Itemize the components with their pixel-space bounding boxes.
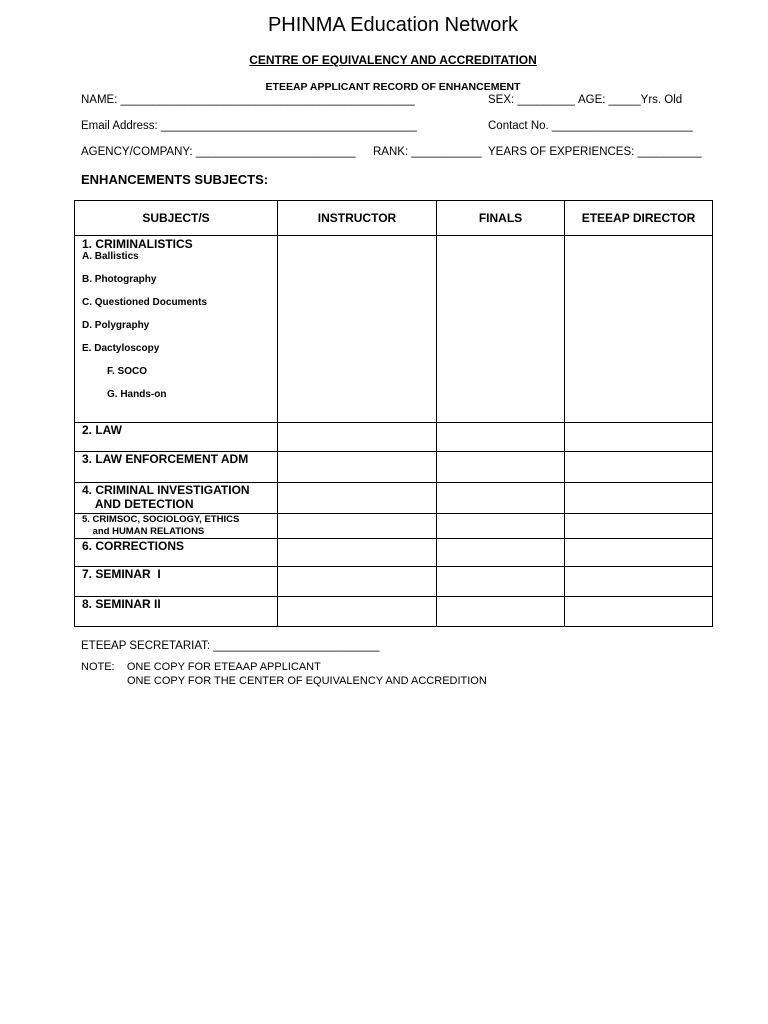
finals-cell[interactable] <box>437 483 565 514</box>
table-row <box>75 514 713 539</box>
director-cell[interactable] <box>565 567 713 597</box>
table-row <box>75 452 713 483</box>
subject-seminar-2: 8. SEMINAR II <box>82 597 161 611</box>
note-line-2: ONE COPY FOR THE CENTER OF EQUIVALENCY AND ACCREDITION <box>127 675 487 687</box>
table-row <box>75 483 713 514</box>
subject-cell-seminar-2 <box>75 597 278 627</box>
subject-criminal-investigation: 4. CRIMINAL INVESTIGATION <box>82 483 250 497</box>
list-item: D. Polygraphy <box>82 320 150 331</box>
instructor-cell[interactable] <box>278 514 437 539</box>
finals-cell[interactable] <box>437 539 565 567</box>
finals-cell[interactable] <box>437 597 565 627</box>
director-cell[interactable] <box>565 236 713 423</box>
table-header-row <box>75 201 713 236</box>
subject-crimsoc-line2: and HUMAN RELATIONS <box>82 526 205 537</box>
table-row <box>75 567 713 597</box>
list-item: E. Dactyloscopy <box>82 343 160 354</box>
header-instructor: INSTRUCTOR <box>278 201 437 236</box>
subjects-table <box>74 200 713 627</box>
rank-field[interactable]: RANK: ___________ <box>373 146 482 158</box>
agency-field[interactable]: AGENCY/COMPANY: _________________________ <box>81 146 356 158</box>
note-line-1: NOTE: ONE COPY FOR ETEAAP APPLICANT <box>81 661 321 673</box>
enhancements-heading: ENHANCEMENTS SUBJECTS: <box>81 172 269 187</box>
director-cell[interactable] <box>565 483 713 514</box>
instructor-cell[interactable] <box>278 483 437 514</box>
subject-law: 2. LAW <box>82 423 123 437</box>
header-finals: FINALS <box>437 201 565 236</box>
subject-cell-criminalistics <box>75 236 278 423</box>
instructor-cell[interactable] <box>278 539 437 567</box>
subject-criminal-investigation-line2: AND DETECTION <box>82 497 194 511</box>
list-item: G. Hands-on <box>107 389 167 400</box>
document-title: PHINMA Education Network <box>267 14 519 36</box>
finals-cell[interactable] <box>437 567 565 597</box>
contact-field[interactable]: Contact No. ______________________ <box>488 120 693 132</box>
director-cell[interactable] <box>565 597 713 627</box>
name-field[interactable]: NAME: ______________________________________________ <box>81 94 415 106</box>
instructor-cell[interactable] <box>278 452 437 483</box>
director-cell[interactable] <box>565 452 713 483</box>
table-row <box>75 236 713 423</box>
age-field[interactable]: AGE: _____Yrs. Old <box>578 94 683 106</box>
table-row <box>75 597 713 627</box>
table-row <box>75 539 713 567</box>
director-cell[interactable] <box>565 423 713 452</box>
subject-cell-law-enforcement <box>75 452 278 483</box>
subject-cell-law <box>75 423 278 452</box>
secretariat-field[interactable]: ETEEAP SECRETARIAT: __________________________ <box>81 640 380 652</box>
finals-cell[interactable] <box>437 236 565 423</box>
director-cell[interactable] <box>565 539 713 567</box>
finals-cell[interactable] <box>437 423 565 452</box>
instructor-cell[interactable] <box>278 567 437 597</box>
subject-cell-criminal-investigation <box>75 483 278 514</box>
subject-cell-crimsoc <box>75 514 278 539</box>
instructor-cell[interactable] <box>278 423 437 452</box>
list-item: A. Ballistics <box>82 251 139 262</box>
subject-cell-seminar-1 <box>75 567 278 597</box>
subject-law-enforcement: 3. LAW ENFORCEMENT ADM <box>82 452 249 466</box>
subject-crimsoc: 5. CRIMSOC, SOCIOLOGY, ETHICS <box>82 514 240 525</box>
list-item: B. Photography <box>82 274 157 285</box>
finals-cell[interactable] <box>437 514 565 539</box>
header-eteeap-director: ETEEAP DIRECTOR <box>565 201 713 236</box>
record-heading: ETEEAP APPLICANT RECORD OF ENHANCEMENT <box>265 81 521 93</box>
instructor-cell[interactable] <box>278 597 437 627</box>
subject-cell-corrections <box>75 539 278 567</box>
instructor-cell[interactable] <box>278 236 437 423</box>
finals-cell[interactable] <box>437 452 565 483</box>
subject-seminar-1: 7. SEMINAR I <box>82 567 161 581</box>
years-experience-field[interactable]: YEARS OF EXPERIENCES: __________ <box>488 146 702 158</box>
header-subjects: SUBJECT/S <box>75 201 278 236</box>
email-field[interactable]: Email Address: ________________________________________ <box>81 120 417 132</box>
subject-criminalistics: 1. CRIMINALISTICS <box>82 237 193 251</box>
director-cell[interactable] <box>565 514 713 539</box>
list-item: C. Questioned Documents <box>82 297 208 308</box>
subject-corrections: 6. CORRECTIONS <box>82 539 185 553</box>
centre-heading: CENTRE OF EQUIVALENCY AND ACCREDITATION <box>249 53 537 67</box>
sex-field[interactable]: SEX: _________ <box>488 94 575 106</box>
list-item: F. SOCO <box>107 366 148 377</box>
table-row <box>75 423 713 452</box>
